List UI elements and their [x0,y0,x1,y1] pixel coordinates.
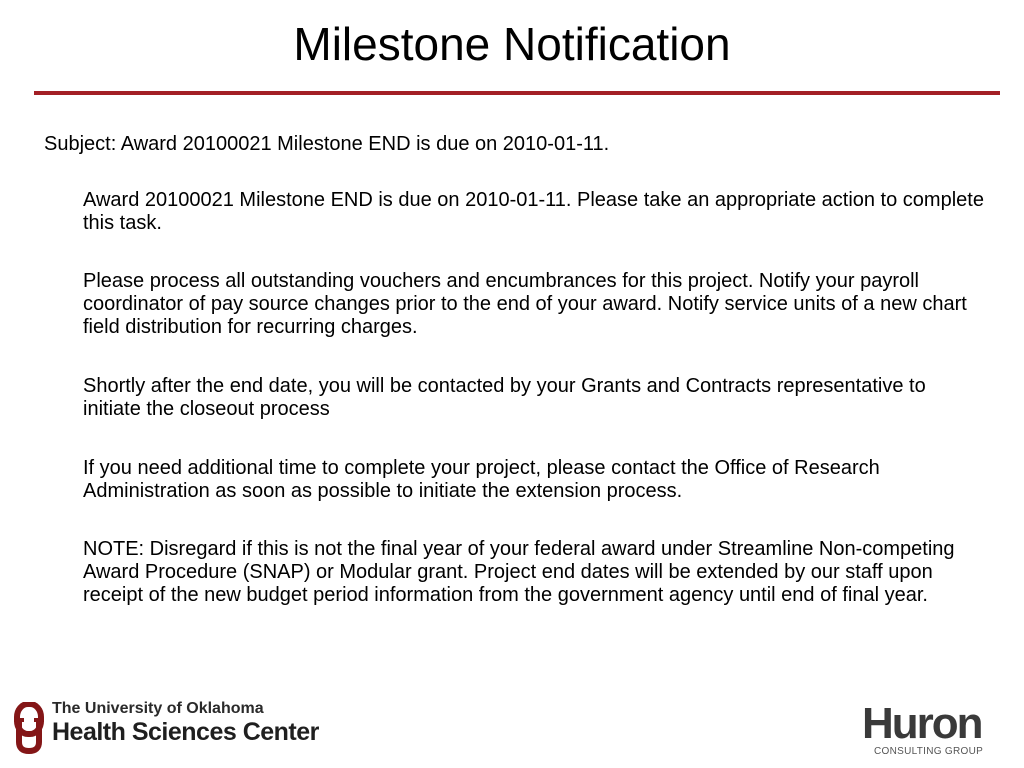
ou-interlocking-logo-icon [12,702,46,754]
title-divider [34,91,1000,95]
subject-line: Subject: Award 20100021 Milestone END is due on 2010-01-11. [44,133,610,155]
huron-wordmark: Huron [862,699,982,748]
body-paragraph: NOTE: Disregard if this is not the final year of your federal award under Streamline Non-competing Award Procedure (SNAP) or Modular grant. Project end dates will be extended by our staff upon receipt of the new budget period information from the government agency until end of final year. [83,538,955,606]
ou-logo-line2: Health Sciences Center [52,718,319,746]
slide-title: Milestone Notification [293,18,731,70]
huron-logo [862,699,990,758]
body-paragraph: If you need additional time to complete your project, please contact the Office of Research Administration as soon as possible to initiate the extension process. [83,457,880,502]
body-paragraph: Award 20100021 Milestone END is due on 2010-01-11. Please take an appropriate action to complete this task. [83,189,984,234]
body-paragraph: Please process all outstanding vouchers and encumbrances for this project. Notify your payroll coordinator of pay source changes prior to the end of your award. Notify service units of a new chart field distribution for recurring charges. [83,270,967,338]
ou-hsc-logo [12,700,342,756]
body-paragraph: Shortly after the end date, you will be contacted by your Grants and Contracts representative to initiate the closeout process [83,375,926,420]
ou-logo-line1: The University of Oklahoma [52,700,264,717]
huron-tagline: CONSULTING GROUP [874,746,984,757]
